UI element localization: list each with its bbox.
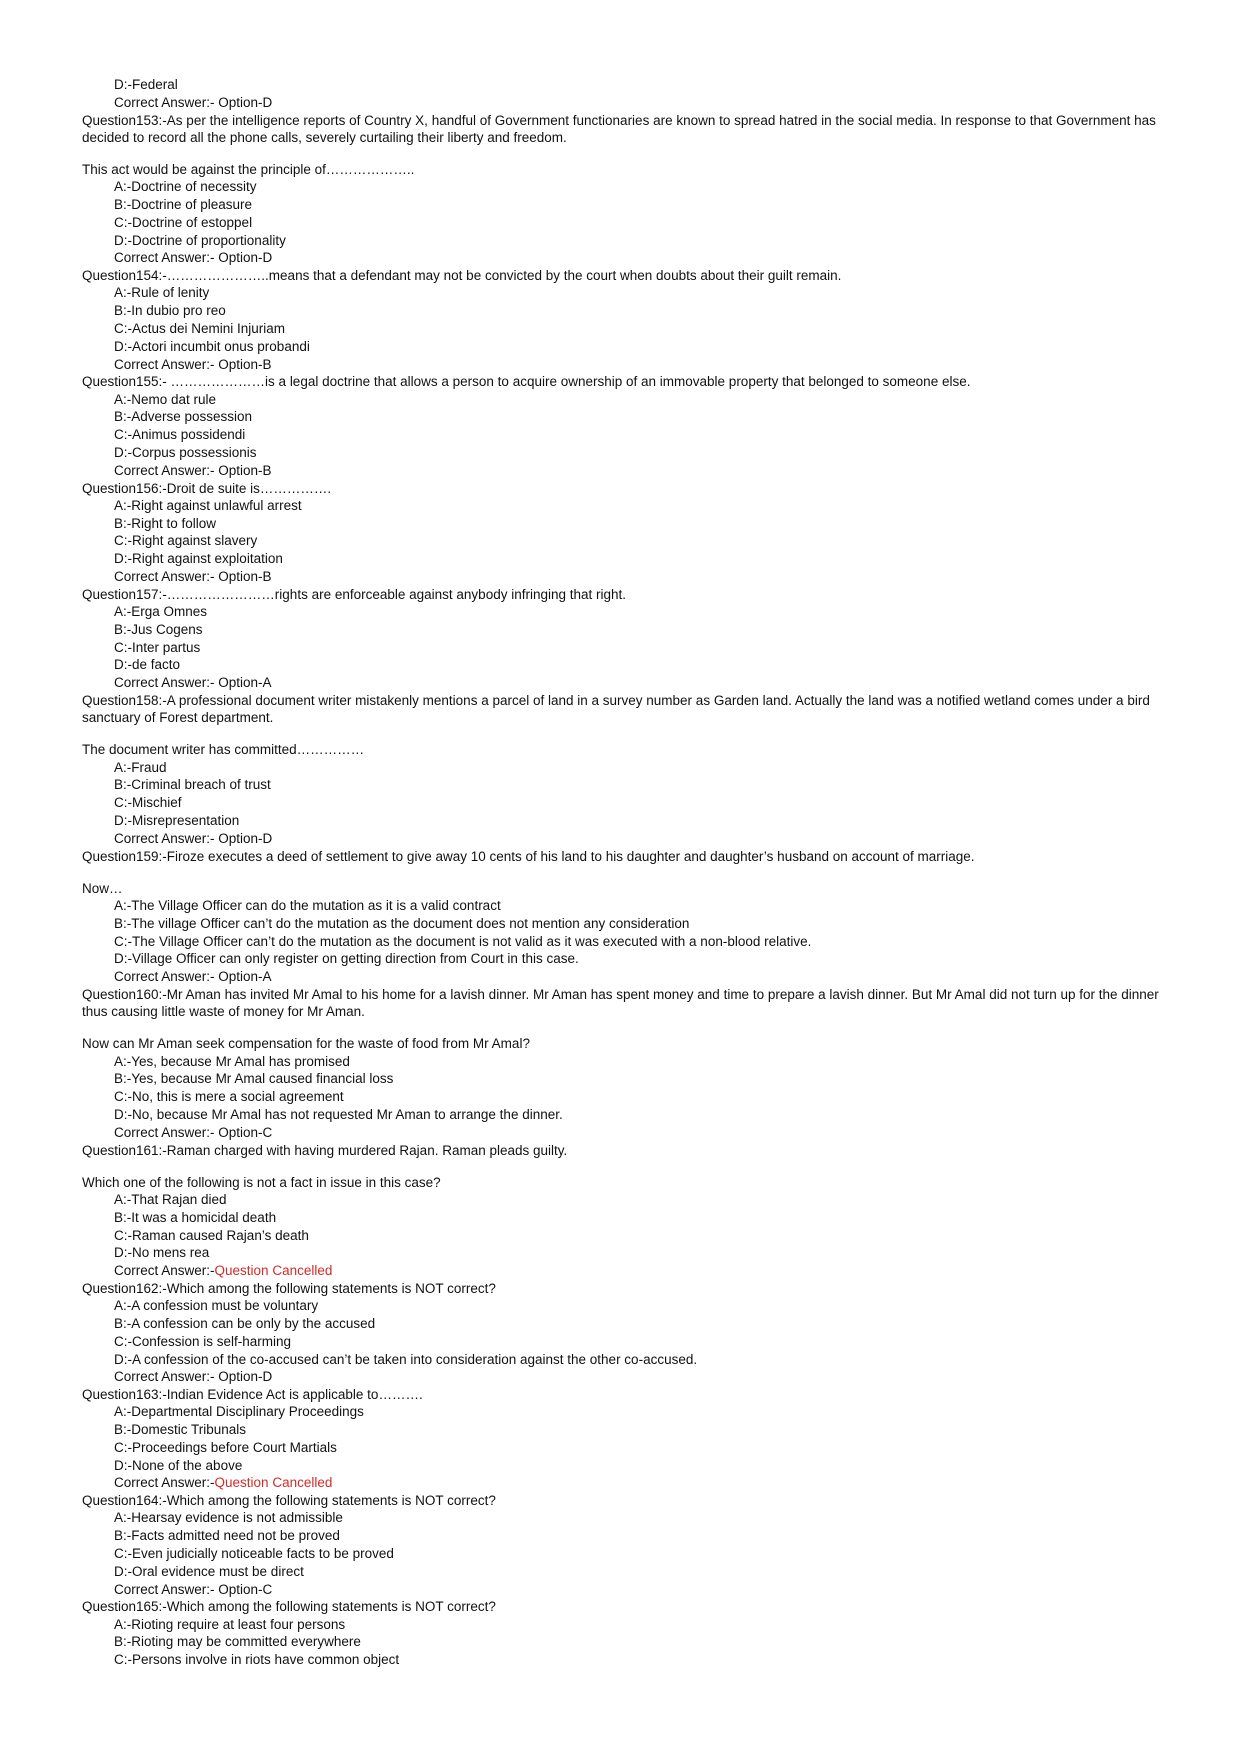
option: C:-Proceedings before Court Martials [114, 1439, 337, 1455]
question-block [82, 1492, 1162, 1598]
question-block [82, 480, 1162, 586]
option: B:-Criminal breach of trust [114, 777, 271, 793]
answer-label: Correct Answer:- [114, 675, 219, 691]
answer-value: Option-D [218, 250, 273, 266]
option: D:-None of the above [114, 1457, 243, 1473]
option: A:-Fraud [114, 759, 167, 775]
answer-label: Correct Answer:- [114, 1263, 215, 1279]
option: B:-It was a homicidal death [114, 1209, 277, 1225]
correct-answer [82, 674, 1162, 692]
question-prompt: Which one of the following is not a fact in issue in this case? [82, 1174, 441, 1190]
option: B:-Right to follow [114, 515, 217, 531]
question-block [82, 586, 1162, 692]
question-prompt: This act would be against the principle of……………….. [82, 162, 415, 177]
option: B:-A confession can be only by the accused [114, 1315, 376, 1331]
correct-answer [82, 1581, 1162, 1599]
answer-value: Option-A [218, 969, 272, 985]
correct-answer [82, 1262, 1162, 1280]
answer-value: Option-D [218, 830, 273, 846]
option: B:-Rioting may be committed everywhere [114, 1634, 361, 1650]
question-block [82, 267, 1162, 373]
question-list [82, 112, 1162, 1669]
option: A:-Departmental Disciplinary Proceedings [114, 1404, 364, 1420]
option: D:-Village Officer can only register on getting direction from Court in this case. [114, 951, 579, 967]
option: D:-Corpus possessionis [114, 444, 257, 460]
question-block [82, 1142, 1162, 1280]
option-d: D:-Federal [114, 77, 178, 92]
question-text: Question155:- …………………is a legal doctrine that allows a person to acquire ownership of an immovable property that belonged to someone else. [82, 374, 971, 390]
question-block [82, 373, 1162, 479]
paragraph-gap [82, 865, 1162, 880]
answer-label: Correct Answer:- [114, 830, 219, 846]
question-text: Question157:-……………………rights are enforceable against anybody infringing that right. [82, 586, 627, 602]
cancelled-badge: Question Cancelled [214, 1475, 333, 1491]
option: D:-A confession of the co-accused can’t be taken into consideration against the other co-accused. [114, 1351, 698, 1367]
option: B:-Facts admitted need not be proved [114, 1528, 340, 1544]
option: B:-Adverse possession [114, 409, 253, 425]
question-text: Question160:-Mr Aman has invited Mr Amal to his home for a lavish dinner. Mr Aman has spent money and time to prepare a lavish dinner. But Mr Amal did not turn up for the dinner thus causing little waste of money for Mr Aman. [82, 986, 1159, 1020]
option: D:-Oral evidence must be direct [114, 1563, 304, 1579]
question-block [82, 1386, 1162, 1492]
option: D:-Doctrine of proportionality [114, 232, 286, 248]
question-text: Question154:-…………………..means that a defendant may not be convicted by the court when doubts about their guilt remain. [82, 268, 842, 284]
option: A:-Rule of lenity [114, 285, 210, 301]
paragraph-gap [82, 1020, 1162, 1035]
question-block [82, 848, 1162, 986]
option: A:-Hearsay evidence is not admissible [114, 1510, 343, 1526]
option: D:-Actori incumbit onus probandi [114, 338, 310, 354]
question-block [82, 1280, 1162, 1386]
correct-answer [82, 1124, 1162, 1142]
question-prompt: Now can Mr Aman seek compensation for the waste of food from Mr Amal? [82, 1036, 530, 1052]
option: B:-The village Officer can’t do the mutation as the document does not mention any consideration [114, 915, 690, 931]
option: C:-Mischief [114, 795, 182, 811]
paragraph-gap [82, 1159, 1162, 1174]
question-text: Question161:-Raman charged with having murdered Rajan. Raman pleads guilty. [82, 1142, 568, 1158]
option: C:-No, this is mere a social agreement [114, 1089, 344, 1105]
question-text: Question156:-Droit de suite is……………. [82, 480, 332, 496]
answer-label: Correct Answer:- [114, 1581, 219, 1597]
option: D:-Right against exploitation [114, 551, 283, 567]
option: B:-Domestic Tribunals [114, 1422, 247, 1438]
correct-answer [82, 356, 1162, 374]
correct-answer: Correct Answer:- Option-D [114, 94, 273, 110]
correct-answer [82, 830, 1162, 848]
option: D:-No, because Mr Amal has not requested Mr Aman to arrange the dinner. [114, 1106, 563, 1122]
correct-answer [82, 249, 1162, 267]
option: A:-The Village Officer can do the mutation as it is a valid contract [114, 897, 501, 913]
answer-label: Correct Answer:- [114, 969, 219, 985]
correct-answer [82, 1368, 1162, 1386]
answer-label: Correct Answer:- [114, 1369, 219, 1385]
option: C:-Even judicially noticeable facts to be proved [114, 1546, 394, 1562]
cancelled-badge: Question Cancelled [214, 1263, 333, 1279]
question-text: Question162:-Which among the following statements is NOT correct? [82, 1280, 496, 1296]
option: A:-Rioting require at least four persons [114, 1616, 346, 1632]
paragraph-gap [82, 726, 1162, 741]
answer-value: Option-C [218, 1581, 273, 1597]
option: D:-Misrepresentation [114, 812, 240, 828]
option: A:-Yes, because Mr Amal has promised [114, 1053, 350, 1069]
correct-answer [82, 568, 1162, 586]
option: C:-Confession is self-harming [114, 1333, 292, 1349]
option: A:-Nemo dat rule [114, 391, 217, 407]
answer-value: Option-B [218, 356, 272, 372]
paragraph-gap [82, 146, 1162, 161]
option: B:-Doctrine of pleasure [114, 197, 253, 212]
option: B:-Jus Cogens [114, 621, 203, 637]
option: C:-Persons involve in riots have common object [114, 1652, 400, 1668]
question-text: Question165:-Which among the following statements is NOT correct? [82, 1599, 496, 1615]
question-prompt: The document writer has committed…………… [82, 742, 365, 758]
correct-answer [82, 1474, 1162, 1492]
option: C:-Right against slavery [114, 533, 258, 549]
question-text: Question163:-Indian Evidence Act is applicable to………. [82, 1387, 423, 1403]
question-block [82, 112, 1162, 268]
option: D:-No mens rea [114, 1245, 210, 1261]
question-block [82, 692, 1162, 848]
answer-label: Correct Answer:- [114, 356, 219, 372]
option: C:-Animus possidendi [114, 427, 246, 443]
question-text: Question159:-Firoze executes a deed of settlement to give away 10 cents of his land to his daughter and daughter’s husband on account of marriage. [82, 848, 975, 864]
option: A:-Doctrine of necessity [114, 179, 257, 195]
option: C:-Inter partus [114, 639, 201, 655]
answer-value: Option-D [218, 1369, 273, 1385]
option: C:-Actus dei Nemini Injuriam [114, 320, 286, 336]
document-body [82, 76, 1162, 1669]
option: A:-Right against unlawful arrest [114, 497, 302, 513]
answer-label: Correct Answer:- [114, 568, 219, 584]
option: A:-That Rajan died [114, 1191, 227, 1207]
option: C:-The Village Officer can’t do the mutation as the document is not valid as it was executed with a non-blood relative. [114, 933, 812, 949]
correct-answer [82, 462, 1162, 480]
question-text: Question164:-Which among the following statements is NOT correct? [82, 1493, 496, 1509]
option: B:-Yes, because Mr Amal caused financial loss [114, 1071, 394, 1087]
answer-value: Option-C [218, 1124, 273, 1140]
correct-answer [82, 968, 1162, 986]
answer-label: Correct Answer:- [114, 1475, 215, 1491]
option: C:-Raman caused Rajan’s death [114, 1227, 309, 1243]
question-block [82, 1598, 1162, 1669]
option: B:-In dubio pro reo [114, 303, 226, 319]
question-prompt: Now… [82, 880, 123, 896]
answer-label: Correct Answer:- [114, 462, 219, 478]
option: A:-A confession must be voluntary [114, 1298, 319, 1314]
answer-value: Option-A [218, 675, 272, 691]
answer-label: Correct Answer:- [114, 250, 219, 266]
answer-value: Option-B [218, 462, 272, 478]
answer-label: Correct Answer:- [114, 1124, 219, 1140]
answer-value: Option-B [218, 568, 272, 584]
option: C:-Doctrine of estoppel [114, 214, 253, 230]
question-text: Question153:-As per the intelligence reports of Country X, handful of Government functionaries are known to spread hatred in the social media. In response to that Government has decided to record all the phone calls, severely curtailing their liberty and freedom. [82, 112, 1156, 145]
question-text: Question158:-A professional document writer mistakenly mentions a parcel of land in a survey number as Garden land. Actually the land was a notified wetland comes under a bird sanctuary of Forest department. [82, 692, 1150, 726]
option: D:-de facto [114, 657, 181, 673]
question-block [82, 986, 1162, 1142]
option: A:-Erga Omnes [114, 603, 208, 619]
